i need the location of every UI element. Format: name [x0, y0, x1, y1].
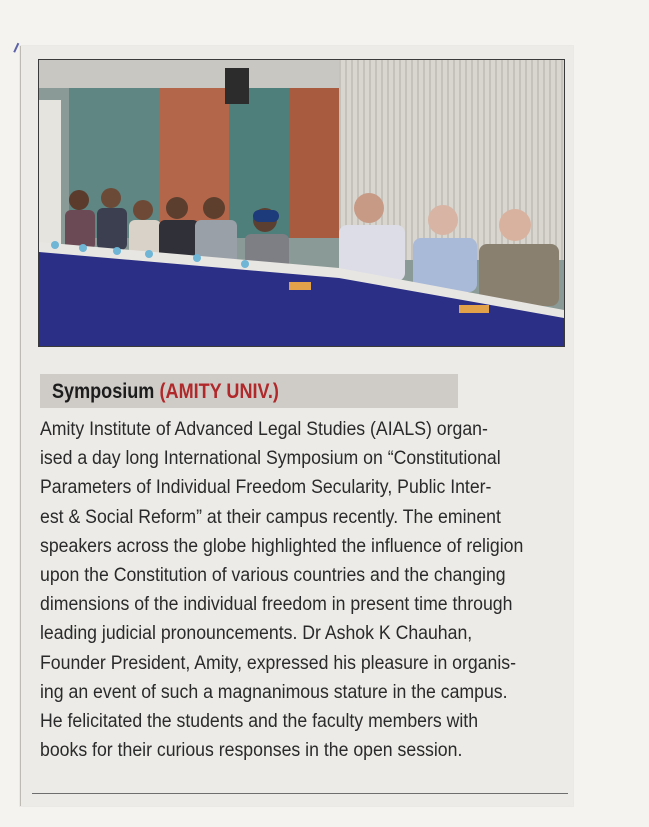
body-line: speakers across the globe highlighted the influence of religion — [40, 535, 524, 557]
body-line: upon the Constitution of various countries and the changing — [40, 565, 506, 587]
body-line: est & Social Reform” at their campus recently. The eminent — [40, 506, 501, 528]
body-line: Parameters of Individual Freedom Secularity, Public Inter- — [40, 477, 492, 499]
article-body — [40, 415, 561, 765]
body-line: ing an event of such a magnanimous stature in the campus. — [40, 681, 508, 703]
body-line: Founder President, Amity, expressed his pleasure in organis- — [40, 652, 517, 674]
body-line: books for their curious responses in the open session. — [40, 740, 463, 762]
headline-tag: (AMITY UNIV.) — [159, 380, 279, 403]
symposium-photo — [38, 59, 565, 347]
body-line: ised a day long International Symposium on “Constitutional — [40, 448, 501, 470]
headline — [52, 377, 279, 407]
headline-title: Symposium — [52, 380, 155, 403]
bottom-rule — [32, 793, 568, 794]
body-line: Amity Institute of Advanced Legal Studies (AIALS) organ- — [40, 419, 488, 440]
body-line: leading judicial pronouncements. Dr Ashok K Chauhan, — [40, 623, 473, 645]
body-line: dimensions of the individual freedom in present time through — [40, 594, 513, 616]
body-line: He felicitated the students and the faculty members with — [40, 711, 479, 733]
photo-illustration — [39, 60, 564, 346]
